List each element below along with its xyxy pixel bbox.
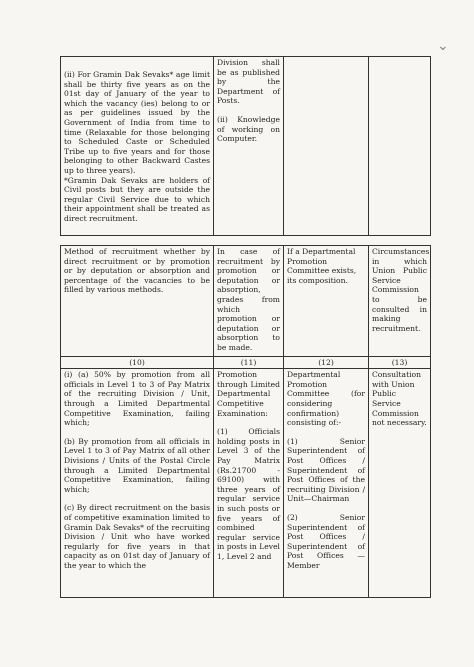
dpc-a-text: Departmental Promotion Committee (for considering confirmation) consisting of:-	[287, 370, 365, 428]
grades-a-text: Promotion through Limited Departmental Competitive Examination:	[217, 370, 280, 418]
recruitment-method-table	[60, 245, 431, 598]
header-upsc-text: Circumstances in which Union Public Service Commission to be consulted in making recruitment.	[372, 247, 430, 333]
header-dpc-text: If a Departmental Promotion Committee exists, its composition.	[287, 247, 357, 285]
col-number-10: (10)	[61, 357, 214, 369]
age-limit-text: (ii) For Gramin Dak Sevaks* age limit shall be thirty five years as on the 01st day of January of the year to which the vacancy (ies) belong to or as per guidelines issued by the Government of India from time to time (Relaxable for those belonging to Scheduled Caste or Scheduled Tribe up to five years and for those belonging to other Backward Castes up to three years).	[64, 70, 210, 175]
grades-body-cell	[214, 369, 284, 598]
col-number-11: (11)	[214, 357, 284, 369]
col-number-13: (13)	[369, 357, 431, 369]
dpc-body-cell	[284, 369, 369, 598]
age-limit-cell	[61, 57, 214, 236]
upsc-text: Consultation with Union Public Service Commission not necessary.	[372, 370, 427, 428]
dpc-c-text: (2) Senior Superintendent of Post Offices / Superintendent of Post Offices — Member	[287, 512, 365, 570]
scan-mark: ⌄	[437, 38, 449, 54]
dpc-b-text: (1) Senior Superintendent of Post Offices / Superintendent of Post Offices of the recruiting Division / Unit—Chairman	[287, 436, 365, 504]
empty-cell-2	[369, 57, 431, 236]
division-text: Division shall be as published by the Department of Posts.	[217, 58, 280, 106]
method-c-text: (c) By direct recruitment on the basis of competitive examination limited to Gramin Dak Sevaks* of the recruiting Division / Unit who have worked regularly for five years in that capacity as on 01st day of January of the year to which the	[64, 503, 210, 570]
method-body-cell	[61, 369, 214, 598]
eligibility-table	[60, 56, 431, 236]
upsc-body-cell	[369, 369, 431, 598]
header-grades	[214, 246, 284, 357]
computer-knowledge-text: (ii) Knowledge of working on Computer.	[217, 114, 280, 144]
header-method	[61, 246, 214, 357]
grades-b-text: (1) Officials holding posts in Level 3 of the Pay Matrix (Rs.21700 - 69100) with three years of regular service in such posts or five years of combined regular service in posts in Level 1, Level 2 and	[217, 427, 280, 561]
gds-note-text: *Gramin Dak Sevaks are holders of Civil posts but they are outside the regular Civil Service due to which their appointment shall be treated as direct recruitment.	[64, 175, 210, 223]
col-number-12: (12)	[284, 357, 369, 369]
empty-cell-1	[284, 57, 369, 236]
header-dpc	[284, 246, 369, 357]
header-grades-text: In case of recruitment by promotion or deputation or absorption, grades from which promotion or deputation or absorption to be made.	[217, 247, 280, 352]
header-upsc	[369, 246, 431, 357]
qualification-cell	[214, 57, 284, 236]
header-method-text: Method of recruitment whether by direct recruitment or by promotion or by deputation or absorption and percentage of the vacancies to be filled by various methods.	[64, 247, 210, 295]
method-a-text: (i) (a) 50% by promotion from all officials in Level 1 to 3 of Pay Matrix of the recruiting Division / Unit, through a Limited Departmental Competitive Examination, failing which;	[64, 370, 210, 428]
method-b-text: (b) By promotion from all officials in Level 1 to 3 of Pay Matrix of all other Divisions / Units of the Postal Circle through a Limited Departmental Competitive Examination, failing which;	[64, 436, 210, 494]
